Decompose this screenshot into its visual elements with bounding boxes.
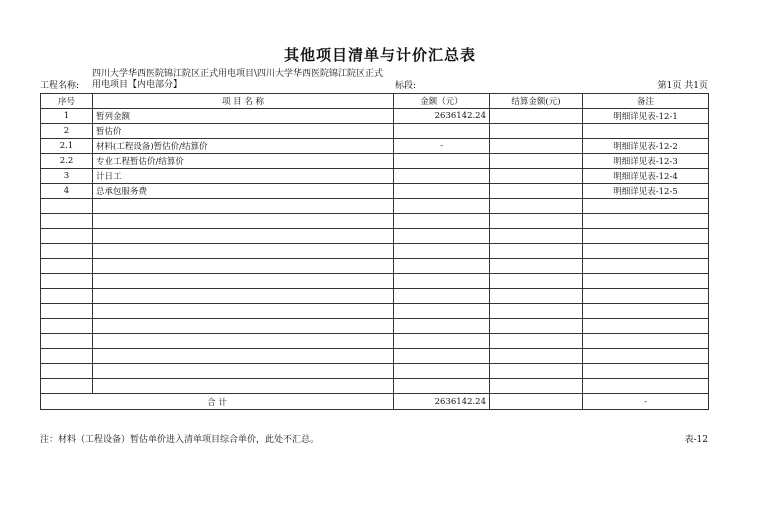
empty-cell	[93, 319, 394, 334]
row-settle	[490, 169, 583, 184]
empty-row	[41, 319, 709, 334]
empty-cell	[93, 379, 394, 394]
total-settle	[490, 394, 583, 410]
empty-cell	[583, 259, 709, 274]
summary-table	[40, 93, 709, 410]
empty-row	[41, 229, 709, 244]
total-remark: -	[583, 394, 709, 410]
row-settle	[490, 139, 583, 154]
empty-cell	[394, 379, 490, 394]
empty-cell	[490, 289, 583, 304]
total-label-cell: 合 计	[41, 394, 394, 410]
table-row	[41, 109, 709, 124]
row-remark	[583, 124, 709, 139]
empty-cell	[41, 244, 93, 259]
empty-cell	[490, 229, 583, 244]
empty-row	[41, 349, 709, 364]
empty-cell	[490, 274, 583, 289]
empty-row	[41, 304, 709, 319]
empty-cell	[41, 259, 93, 274]
empty-cell	[394, 274, 490, 289]
empty-cell	[93, 274, 394, 289]
project-name: 四川大学华西医院锦江院区正式用电项目\四川大学华西医院锦江院区正式用电项目【内电部分】	[92, 69, 384, 90]
empty-cell	[394, 214, 490, 229]
empty-cell	[93, 334, 394, 349]
empty-cell	[490, 364, 583, 379]
empty-cell	[394, 199, 490, 214]
empty-row	[41, 379, 709, 394]
row-no: 1	[41, 109, 93, 124]
row-settle	[490, 109, 583, 124]
col-header-no: 序号	[41, 94, 93, 109]
empty-cell	[394, 244, 490, 259]
empty-row	[41, 334, 709, 349]
empty-cell	[583, 334, 709, 349]
empty-cell	[490, 319, 583, 334]
empty-cell	[394, 304, 490, 319]
row-remark: 明细详见表-12-5	[583, 184, 709, 199]
empty-cell	[490, 214, 583, 229]
total-amount: 2636142.24	[394, 394, 490, 410]
footnote: 注：材料（工程设备）暂估单价进入清单项目综合单价，此处不汇总。	[40, 435, 320, 445]
form-id: 表-12	[684, 435, 708, 445]
page-title: 其他项目清单与计价汇总表	[283, 46, 476, 64]
col-header-name: 项 目 名 称	[93, 94, 394, 109]
empty-cell	[394, 289, 490, 304]
empty-cell	[41, 289, 93, 304]
col-header-settle: 结算金额(元)	[490, 94, 583, 109]
empty-cell	[583, 244, 709, 259]
row-amount	[394, 124, 490, 139]
row-remark: 明细详见表-12-1	[583, 109, 709, 124]
row-name: 暂列金额	[93, 109, 394, 124]
section-label: 标段:	[395, 81, 417, 91]
empty-row	[41, 364, 709, 379]
empty-cell	[583, 274, 709, 289]
page-info: 第1页 共1页	[657, 81, 708, 91]
col-header-amount: 金额（元）	[394, 94, 490, 109]
empty-cell	[93, 259, 394, 274]
empty-cell	[93, 349, 394, 364]
empty-cell	[93, 199, 394, 214]
empty-cell	[583, 229, 709, 244]
empty-cell	[490, 379, 583, 394]
empty-cell	[394, 319, 490, 334]
row-name: 材料(工程设备)暂估价/结算价	[93, 139, 394, 154]
table-row	[41, 169, 709, 184]
empty-cell	[41, 364, 93, 379]
row-no: 2.1	[41, 139, 93, 154]
empty-cell	[583, 214, 709, 229]
empty-row	[41, 244, 709, 259]
empty-cell	[394, 364, 490, 379]
table-header-row	[41, 94, 709, 109]
table-row	[41, 154, 709, 169]
empty-cell	[394, 349, 490, 364]
row-name: 计日工	[93, 169, 394, 184]
empty-cell	[41, 214, 93, 229]
row-amount: -	[394, 139, 490, 154]
row-name: 暂估价	[93, 124, 394, 139]
row-no: 3	[41, 169, 93, 184]
empty-cell	[394, 259, 490, 274]
empty-cell	[93, 244, 394, 259]
empty-cell	[490, 349, 583, 364]
empty-row	[41, 289, 709, 304]
empty-cell	[583, 349, 709, 364]
empty-cell	[490, 334, 583, 349]
row-amount: 2636142.24	[394, 109, 490, 124]
empty-cell	[41, 274, 93, 289]
empty-cell	[583, 319, 709, 334]
empty-cell	[490, 304, 583, 319]
empty-cell	[490, 244, 583, 259]
table-row	[41, 139, 709, 154]
empty-cell	[41, 304, 93, 319]
empty-cell	[394, 334, 490, 349]
empty-cell	[93, 229, 394, 244]
empty-cell	[41, 199, 93, 214]
row-settle	[490, 154, 583, 169]
empty-cell	[490, 259, 583, 274]
row-settle	[490, 124, 583, 139]
empty-cell	[583, 379, 709, 394]
row-no: 4	[41, 184, 93, 199]
empty-cell	[583, 199, 709, 214]
row-no: 2	[41, 124, 93, 139]
table-row	[41, 184, 709, 199]
empty-cell	[41, 229, 93, 244]
empty-cell	[583, 304, 709, 319]
row-amount	[394, 184, 490, 199]
total-row	[41, 394, 709, 410]
empty-cell	[93, 214, 394, 229]
empty-cell	[490, 199, 583, 214]
empty-cell	[583, 289, 709, 304]
empty-cell	[394, 229, 490, 244]
empty-row	[41, 259, 709, 274]
row-remark: 明细详见表-12-2	[583, 139, 709, 154]
empty-cell	[93, 289, 394, 304]
empty-cell	[41, 334, 93, 349]
empty-cell	[41, 349, 93, 364]
row-amount	[394, 169, 490, 184]
project-label: 工程名称:	[40, 81, 80, 91]
empty-cell	[583, 364, 709, 379]
row-name: 总承包服务费	[93, 184, 394, 199]
row-amount	[394, 154, 490, 169]
row-remark: 明细详见表-12-4	[583, 169, 709, 184]
row-no: 2.2	[41, 154, 93, 169]
empty-row	[41, 274, 709, 289]
row-remark: 明细详见表-12-3	[583, 154, 709, 169]
empty-cell	[93, 364, 394, 379]
col-header-remark: 备注	[583, 94, 709, 109]
empty-row	[41, 199, 709, 214]
row-settle	[490, 184, 583, 199]
empty-row	[41, 214, 709, 229]
table-row	[41, 124, 709, 139]
empty-cell	[93, 304, 394, 319]
row-name: 专业工程暂估价/结算价	[93, 154, 394, 169]
empty-cell	[41, 319, 93, 334]
empty-cell	[41, 379, 93, 394]
